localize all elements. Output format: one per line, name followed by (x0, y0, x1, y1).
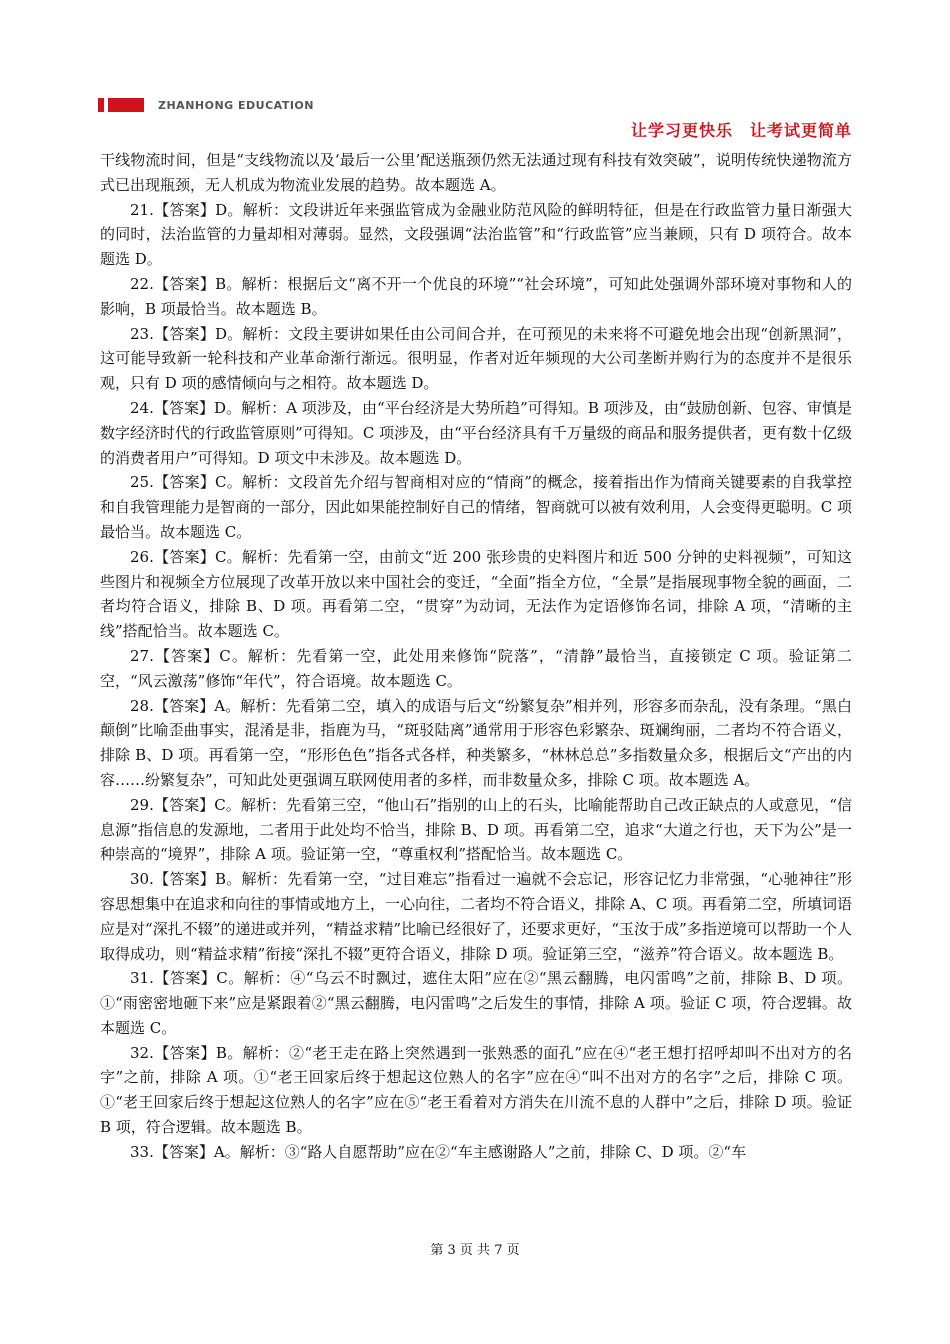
answer-24: 24.【答案】D。解析：A 项涉及，由“平台经济是大势所趋”可得知。B 项涉及，由“鼓励创新、包容、审慎是数字经济时代的行政监管原则”可得知。C 项涉及，由“平台经济具有千万量级的商品和服务提供者，更有数十亿级的消费者用户”可得知。D 项文中未涉及。故本题选 D。 (100, 398, 852, 467)
zhanhong-logo-icon (98, 98, 144, 112)
answer-28: 28.【答案】A。解析：先看第二空，填入的成语与后文“纷繁复杂”相并列，形容多而杂乱，没有条理。“黑白颠倒”比喻歪曲事实，混淆是非，指鹿为马，“斑驳陆离”通常用于形容色彩繁杂、斑斓绚丽，二者均不符合语义，排除 B、D 项。再看第一空，“形形色色”指各式各样，种类繁多，“林林总总”多指数量众多，根据后文“产出的内容……纷繁复杂”，可知此处更强调互联网使用者的多样，而非数量众多，排除 C 项。故本题选 A。 (100, 696, 852, 789)
answer-23: 23.【答案】D。解析：文段主要讲如果任由公司间合并，在可预见的未来将不可避免地会出现“创新黑洞”，这可能导致新一轮科技和产业革命渐行渐远。很明显，作者对近年频现的大公司垄断并购行为的态度并不是很乐观，只有 D 项的感情倾向与之相符。故本题选 D。 (100, 324, 852, 393)
paragraph-continuation: 干线物流时间，但是“支线物流以及‘最后一公里’配送瓶颈仍然无法通过现有科技有效突破”，说明传统快递物流方式已出现瓶颈，无人机成为物流业发展的趋势。故本题选 A。 (100, 151, 852, 194)
answer-25: 25.【答案】C。解析：文段首先介绍与智商相对应的“情商”的概念，接着指出作为情商关键要素的自我掌控和自我管理能力是智商的一部分，因此如果能控制好自己的情绪，智商就可以被有效利用，人会变得更聪明。C 项最恰当。故本题选 C。 (100, 473, 852, 541)
answer-27: 27.【答案】C。解析：先看第一空，此处用来修饰“院落”，“清静”最恰当，直接锁定 C 项。验证第二空，“风云激荡”修饰“年代”，符合语境。故本题选 C。 (100, 646, 852, 690)
header-slogan: 让学习更快乐 让考试更简单 (630, 121, 852, 140)
answer-29: 29.【答案】C。解析：先看第三空，“他山石”指别的山上的石头，比喻能帮助自己改正缺点的人或意见，“信息源”指信息的发源地，二者用于此处均不恰当，排除 B、D 项。再看第二空，追求“大道之行也，天下为公”是一种崇高的“境界”，排除 A 项。验证第一空，“尊重权利”搭配恰当。故本题选 C。 (100, 795, 852, 864)
answer-30: 30.【答案】B。解析：先看第一空，“过目难忘”指看过一遍就不会忘记，形容记忆力非常强，“心驰神往”形容思想集中在追求和向往的事情或地方上，一心向往，二者均不符合语义，排除 A、C 项。再看第二空，所填词语应是对“深扎不辍”的递进或并列，“精益求精”比喻已经很好了，还要求更好，“玉汝于成”多指逆境可以帮助一个人取得成功，则“精益求精”衔接“深扎不辍”更符合语义，排除 D 项。验证第三空，“滋养”符合语义。故本题选 B。 (100, 870, 852, 963)
answer-32: 32.【答案】B。解析：②“老王走在路上突然遇到一张熟悉的面孔”应在④“老王想打招呼却叫不出对方的名字”之前，排除 A 项。①“老王回家后终于想起这位熟人的名字”应在④“叫不出对方的名字”之后，排除 C 项。①“老王回家后终于想起这位熟人的名字”应在⑤“老王看着对方消失在川流不息的人群中”之后，排除 D 项。验证 B 项，符合逻辑。故本题选 B。 (100, 1043, 852, 1137)
answer-31: 31.【答案】C。解析：④“乌云不时飘过，遮住太阳”应在②“黑云翻腾，电闪雷鸣”之前，排除 B、D 项。①“雨密密地砸下来”应是紧跟着②“黑云翻腾，电闪雷鸣”之后发生的事情，排除 A 项。验证 C 项，符合逻辑。故本题选 C。 (100, 969, 852, 1037)
logo-text: ZHANHONG EDUCATION (158, 99, 314, 112)
answer-26: 26.【答案】C。解析：先看第一空，由前文“近 200 张珍贵的史料图片和近 500 分钟的史料视频”，可知这些图片和视频全方位展现了改革开放以来中国社会的变迁，“全面”指全方位，“全景”是指展现事物全貌的画面，二者均符合语义，排除 B、D 项。再看第二空，“贯穿”为动词，无法作为定语修饰名词，排除 A 项，“清晰的主线”搭配恰当。故本题选 C。 (100, 547, 852, 641)
answer-21: 21.【答案】D。解析：文段讲近年来强监管成为金融业防范风险的鲜明特征，但是在行政监管力量日渐强大的同时，法治监管的力量却相对薄弱。显然，文段强调“法治监管”和“行政监管”应当兼顾，只有 D 项符合。故本题选 D。 (100, 200, 852, 269)
answer-22: 22.【答案】B。解析：根据后文“离不开一个优良的环境”“社会环境”，可知此处强调外部环境对事物和人的影响，B 项最恰当。故本题选 B。 (100, 274, 852, 318)
answer-33: 33.【答案】A。解析：③“路人自愿帮助”应在②“车主感谢路人”之前，排除 C、D 项。②“车 (130, 1142, 747, 1161)
answer-explanations (100, 148, 852, 1165)
page-number: 第 3 页 共 7 页 (430, 1243, 520, 1258)
